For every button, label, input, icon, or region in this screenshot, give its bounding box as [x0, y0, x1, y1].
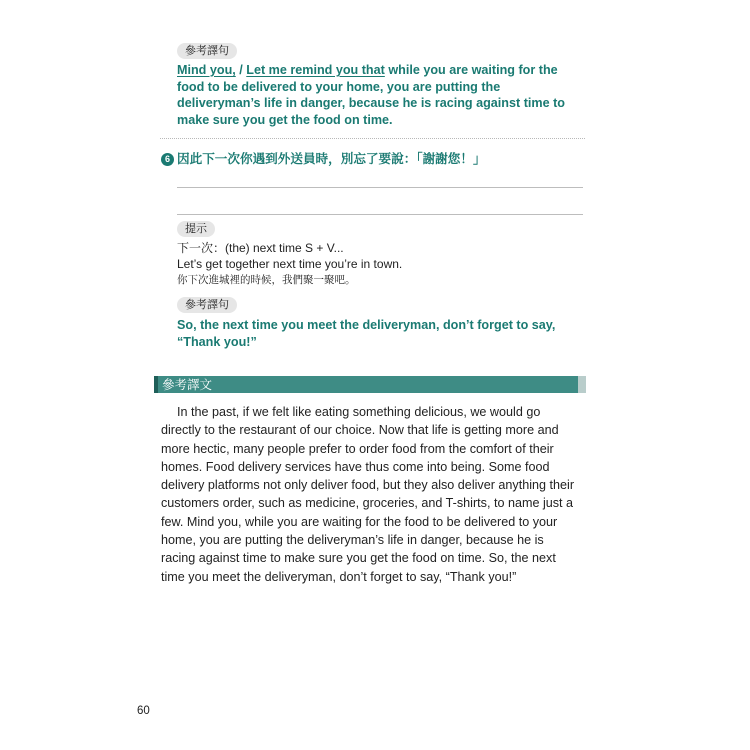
hint-label: 提示	[177, 221, 215, 237]
section-header-end	[578, 376, 586, 393]
sentence-rest: while you are waiting for the food to be delivered to your home, you are putting the deliveryman’s life in danger, because he is racing against time to make sure you get the food on time.	[177, 63, 565, 127]
section-title: 參考譯文	[162, 377, 213, 392]
phrase-separator: /	[235, 63, 247, 77]
hint-example-english: Let’s get together next time you’re in town.	[177, 257, 403, 271]
phrase-option-2: Let me remind you that	[246, 63, 385, 77]
hint-example-chinese: 你下次進城裡的時候，我們聚一聚吧。	[177, 274, 356, 286]
answer-line	[177, 214, 583, 215]
reference-translation-sentence: So, the next time you meet the deliveryman, don’t forget to say, “Thank you!”	[177, 318, 556, 349]
dotted-divider	[160, 138, 585, 139]
phrase-option-1: Mind you,	[177, 63, 236, 77]
section-header-accent	[154, 376, 158, 393]
question-6	[161, 151, 581, 167]
reference-passage	[161, 403, 578, 586]
hint-grammar: 下一次：(the) next time S + V...	[177, 241, 344, 255]
reference-translation-label: 參考譯句	[177, 297, 237, 313]
passage-paragraph: In the past, if we felt like eating something delicious, we would go directly to the restaurant of our choice. Now that life is getting more and more hectic, many people prefer to order food from the comfort of their homes. Food delivery services have thus come into being. Some food delivery platforms not only deliver food, but they also deliver anything their customers order, such as medicine, groceries, and T-shirts, to name just a few. Mind you, while you are waiting for the food to be delivered to your home, you are putting the deliveryman’s life in danger, because he is racing against time to make sure you get the food on time. So, the next time you meet the deliveryman, don’t forget to say, “Thank you!”	[161, 405, 575, 584]
question-number-badge: 6	[161, 153, 174, 166]
question-text: 因此下一次你遇到外送員時，別忘了要說：「謝謝您！」	[177, 152, 486, 166]
section-header-bar	[154, 376, 586, 393]
page-number: 60	[137, 705, 150, 717]
answer-line	[177, 187, 583, 188]
reference-translation-sentence	[177, 62, 587, 128]
reference-translation-label: 參考譯句	[177, 43, 237, 59]
